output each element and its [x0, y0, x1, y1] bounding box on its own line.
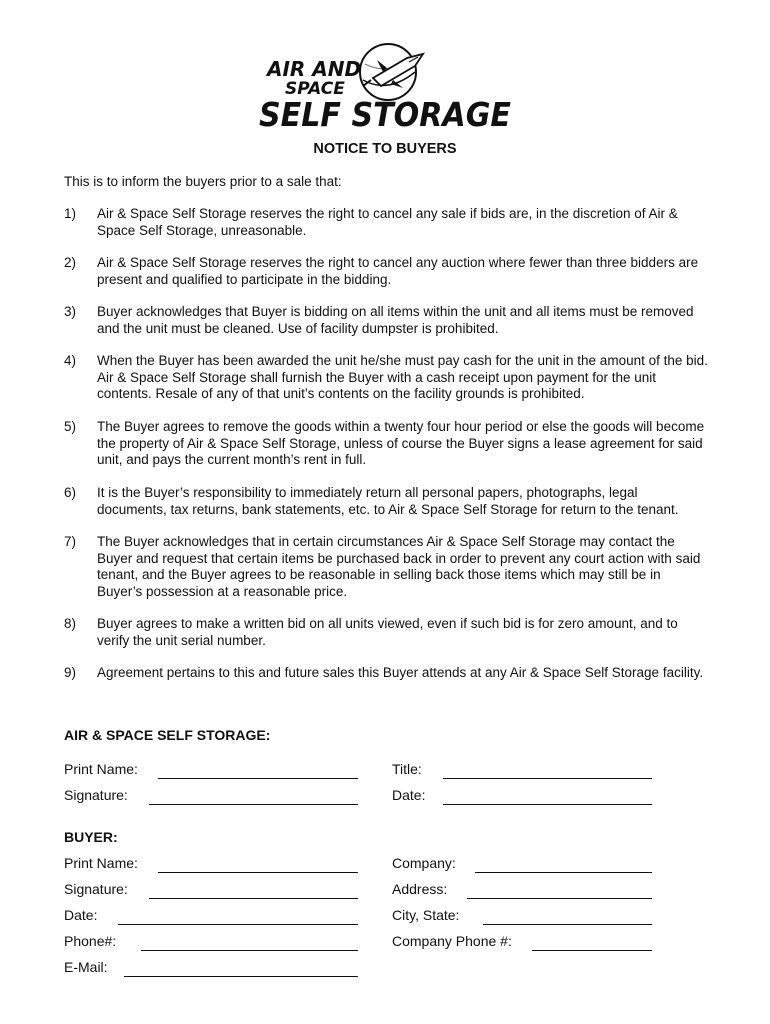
term-text: It is the Buyer’s responsibility to immediately return all personal papers, photographs, legal documents, tax returns, bank statements, etc. to Air & Space Self Storage for return to the tenant. — [97, 485, 679, 517]
term-number: 4) — [64, 353, 77, 368]
document-title: NOTICE TO BUYERS — [313, 141, 457, 157]
field-label: Signature: — [64, 787, 128, 803]
term-number: 3) — [64, 304, 77, 319]
term-number: 5) — [64, 419, 77, 434]
company-print-name-line[interactable] — [158, 778, 358, 779]
field-label: Signature: — [64, 881, 128, 897]
term-number: 6) — [64, 485, 77, 500]
company-section-heading: AIR & SPACE SELF STORAGE: — [64, 727, 271, 743]
buyer-company-field — [392, 855, 654, 875]
field-label: Phone#: — [64, 933, 117, 949]
company-print-name-field — [64, 761, 359, 781]
buyer-company-phone-line[interactable] — [532, 950, 652, 951]
buyer-date-field — [64, 907, 359, 927]
term-text: The Buyer acknowledges that in certain circumstances Air & Space Self Storage may contact the Buyer and request that certain items be purchased back in order to prevent any court action with said tenant, and the Buyer agrees to be reasonable in selling back those items which may still be in Buyer’s possession at a reasonable price. — [97, 534, 701, 599]
buyer-address-field — [392, 881, 654, 901]
term-text: Agreement pertains to this and future sales this Buyer attends at any Air & Space Self Storage facility. — [97, 665, 704, 680]
term-number: 9) — [64, 665, 77, 680]
field-label: E-Mail: — [64, 959, 108, 975]
company-date-field — [392, 787, 654, 807]
term-number: 2) — [64, 255, 77, 270]
buyer-signature-line[interactable] — [149, 898, 358, 899]
term-text: Buyer acknowledges that Buyer is bidding on all items within the unit and all items must be removed and the unit must be cleaned. Use of facility dumpster is prohibited. — [97, 304, 694, 336]
logo-graphic — [255, 42, 517, 132]
buyer-company-line[interactable] — [475, 872, 652, 873]
term-text: When the Buyer has been awarded the unit he/she must pay cash for the unit in the amount of the bid. Air & Space Self Storage shall furnish the Buyer with a cash receipt upon payment for the unit contents. Resale of any of that unit’s contents on the facility grounds is prohibited. — [97, 353, 708, 401]
logo-text-line2: SPACE — [285, 79, 345, 99]
logo-text-line3: SELF STORAGE — [259, 95, 512, 132]
company-title-line[interactable] — [443, 778, 652, 779]
logo-text-line1: AIR AND — [267, 57, 362, 81]
buyer-phone-line[interactable] — [141, 950, 358, 951]
buyer-date-line[interactable] — [118, 924, 358, 925]
buyer-signature-field — [64, 881, 359, 901]
company-logo — [255, 42, 517, 132]
buyer-print-name-field — [64, 855, 359, 875]
field-label: Print Name: — [64, 855, 138, 871]
term-text: The Buyer agrees to remove the goods within a twenty four hour period or else the goods will become the property of Air & Space Self Storage, unless of course the Buyer signs a lease agreement for said unit, and pays the current month’s rent in full. — [97, 419, 705, 467]
company-date-line[interactable] — [443, 804, 652, 805]
buyer-email-field — [64, 959, 359, 979]
field-label: Date: — [392, 787, 426, 803]
buyer-city-state-line[interactable] — [483, 924, 652, 925]
term-number: 8) — [64, 616, 77, 631]
field-label: Company Phone #: — [392, 933, 512, 949]
term-text: Air & Space Self Storage reserves the right to cancel any sale if bids are, in the discretion of Air & Space Self Storage, unreasonable. — [97, 206, 678, 238]
term-number: 7) — [64, 534, 77, 549]
field-label: Title: — [392, 761, 422, 777]
company-signature-line[interactable] — [149, 804, 358, 805]
buyer-section-heading: BUYER: — [64, 829, 118, 845]
buyer-company-phone-field — [392, 933, 654, 953]
buyer-print-name-line[interactable] — [158, 872, 358, 873]
field-label: City, State: — [392, 907, 460, 923]
field-label: Address: — [392, 881, 448, 897]
term-text: Buyer agrees to make a written bid on all units viewed, even if such bid is for zero amount, and to verify the unit serial number. — [97, 616, 678, 648]
field-label: Company: — [392, 855, 456, 871]
company-title-field — [392, 761, 654, 781]
buyer-city-state-field — [392, 907, 654, 927]
buyer-address-line[interactable] — [467, 898, 652, 899]
field-label: Date: — [64, 907, 98, 923]
buyer-phone-field — [64, 933, 359, 953]
field-label: Print Name: — [64, 761, 138, 777]
term-number: 1) — [64, 206, 77, 221]
term-text: Air & Space Self Storage reserves the right to cancel any auction where fewer than three bidders are present and qualified to participate in the bidding. — [97, 255, 699, 287]
buyer-email-line[interactable] — [124, 976, 358, 977]
intro-text: This is to inform the buyers prior to a sale that: — [64, 174, 342, 189]
company-signature-field — [64, 787, 359, 807]
